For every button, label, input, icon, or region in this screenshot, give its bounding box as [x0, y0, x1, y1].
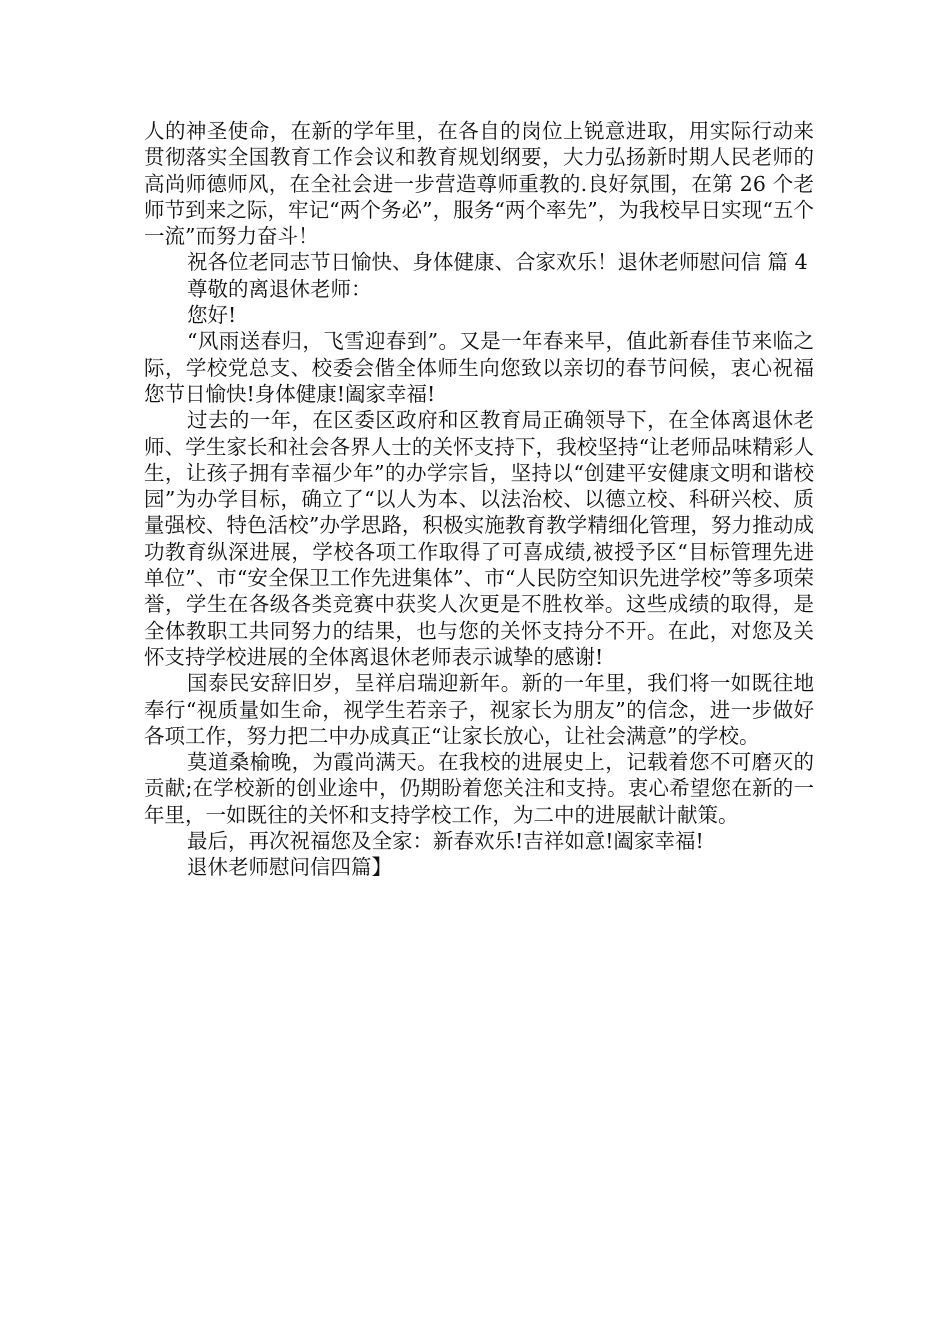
paragraph-new-year-greeting: “风雨送春归，飞雪迎春到”。又是一年春来早，值此新春佳节来临之际，学校党总支、校委会偕全体师生向您致以亲切的春节问候，衷心祝福您节日愉快!身体健康!阖家幸福! [144, 329, 814, 406]
letter-salutation: 尊敬的离退休老师： [187, 276, 372, 301]
paragraph-continuation: 人的神圣使命，在新的学年里，在各自的岗位上锐意进取，用实际行动来 贯彻落实全国教育工作会议和教育规划纲要，大力弘扬新时期人民老师的高尚师德师风，在全社会进一步营造尊师重教的.良好氛围，在第 26 个老师节到来之际，牢记“两个务必”，服务“两个率先”，为我校早日实现“五个一流”而努力奋斗！ [144, 119, 814, 249]
paragraph-past-year-review: 过去的一年，在区委区政府和区教育局正确领导下，在全体离退休老师、学生家长和社会各界人士的关怀支持下，我校坚持“让老师品味精彩人生，让孩子拥有幸福少年”的办学宗旨，坚持以“创建平安健康文明和谐校园”为办学目标，确立了“以人为本、以法治校、以德立校、科研兴校、质量强校、特色活校”办学思路，积极实施教育教学精细化管理，努力推动成功教育纵深进展，学校各项工作取得了可喜成绩,被授予区“目标管理先进单位”、市“安全保卫工作先进集体”、市“人民防空知识先进学校”等多项荣誉，学生在各级各类竞赛中获奖人次更是不胜枚举。这些成绩的取得，是全体教职工共同努力的结果，也与您的关怀支持分不开。在此，对您及关怀支持学校进展的全体离退休老师表示诚挚的感谢! [144, 408, 814, 669]
paragraph-closing-wish: 祝各位老同志节日愉快、身体健康、合家欢乐！退休老师慰问信 篇 4 [187, 250, 808, 275]
letter-greeting: 您好! [187, 303, 237, 328]
document-body [144, 118, 814, 881]
document-footer-title: 退休老师慰问信四篇】 [187, 855, 393, 880]
paragraph-new-year-plan: 国泰民安辞旧岁，呈祥启瑞迎新年。新的一年里，我们将一如既往地奉行“视质量如生命，视学生若亲子，视家长为朋友”的信念，进一步做好各项工作，努力把二中办成真正“让家长放心，让社会满意”的学校。 [144, 671, 814, 748]
paragraph-final-blessing: 最后，再次祝福您及全家：新春欢乐!吉祥如意!阖家幸福! [187, 829, 704, 854]
paragraph-contribution-thanks: 莫道桑榆晚，为霞尚满天。在我校的进展史上，记载着您不可磨灭的贡献;在学校新的创业途中，仍期盼着您关注和支持。衷心希望您在新的一年里，一如既往的关怀和支持学校工作，为二中的进展献计献策。 [144, 750, 814, 827]
